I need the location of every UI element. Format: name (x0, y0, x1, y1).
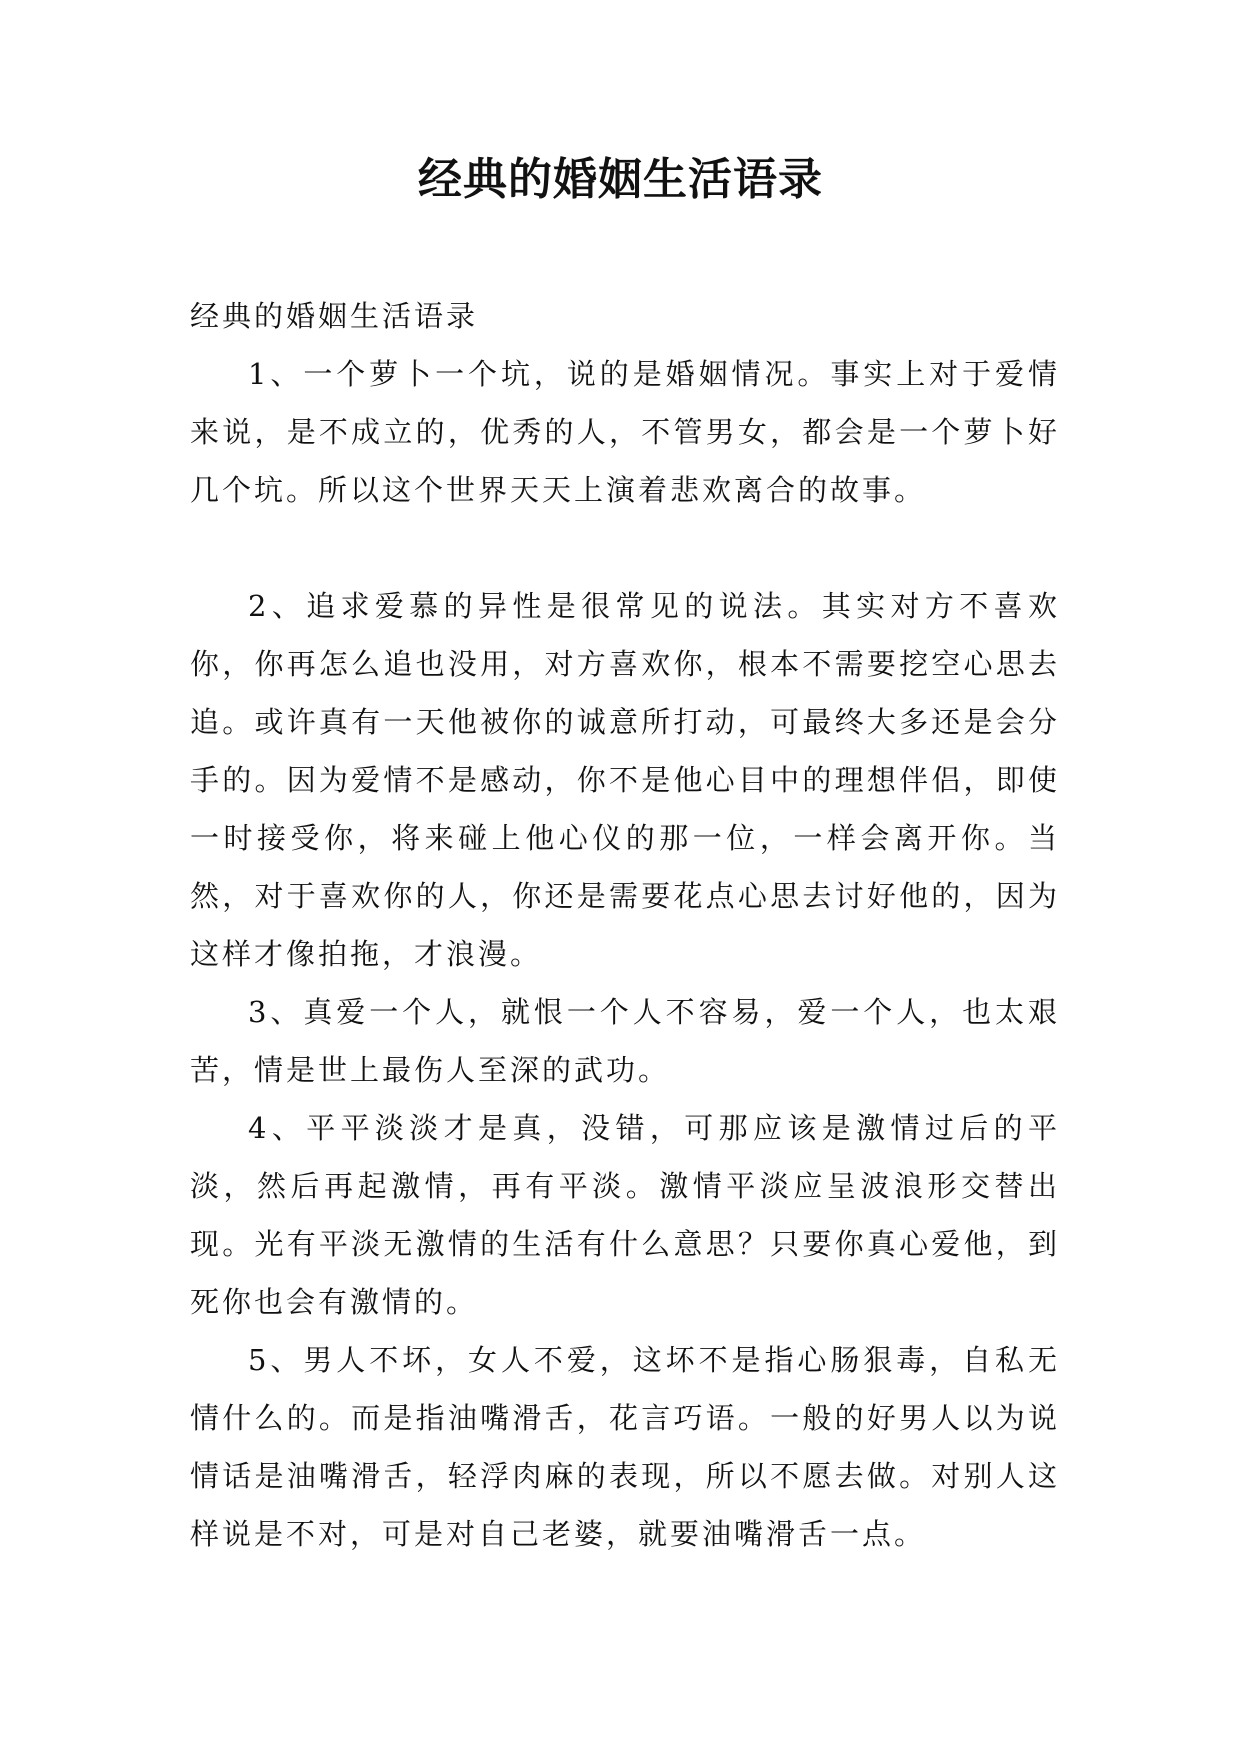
paragraph-5: 5、男人不坏，女人不爱，这坏不是指心肠狠毒，自私无情什么的。而是指油嘴滑舌，花言巧语。一般的好男人以为说情话是油嘴滑舌，轻浮肉麻的表现，所以不愿去做。对别人这样说是不对，可是对自己老婆，就要油嘴滑舌一点。 (190, 1343, 1060, 1551)
paragraph-2: 2、追求爱慕的异性是很常见的说法。其实对方不喜欢你，你再怎么追也没用，对方喜欢你，根本不需要挖空心思去追。或许真有一天他被你的诚意所打动，可最终大多还是会分手的。因为爱情不是感动，你不是他心目中的理想伴侣，即使一时接受你，将来碰上他心仪的那一位，一样会离开你。当然，对于喜欢你的人，你还是需要花点心思去讨好他的，因为这样才像拍拖，才浪漫。 (190, 589, 1060, 971)
document-title: 经典的婚姻生活语录 (418, 154, 823, 205)
paragraph-1: 1、一个萝卜一个坑，说的是婚姻情况。事实上对于爱情来说，是不成立的，优秀的人，不管男女，都会是一个萝卜好几个坑。所以这个世界天天上演着悲欢离合的故事。 (190, 357, 1060, 507)
document-body (190, 287, 1060, 1563)
paragraph-4: 4、平平淡淡才是真，没错，可那应该是激情过后的平淡，然后再起激情，再有平淡。激情平淡应呈波浪形交替出现。光有平淡无激情的生活有什么意思？只要你真心爱他，到死你也会有激情的。 (190, 1111, 1060, 1319)
paragraph-3: 3、真爱一个人，就恨一个人不容易，爱一个人，也太艰苦，情是世上最伤人至深的武功。 (190, 995, 1060, 1087)
document-subtitle: 经典的婚姻生活语录 (190, 299, 479, 333)
